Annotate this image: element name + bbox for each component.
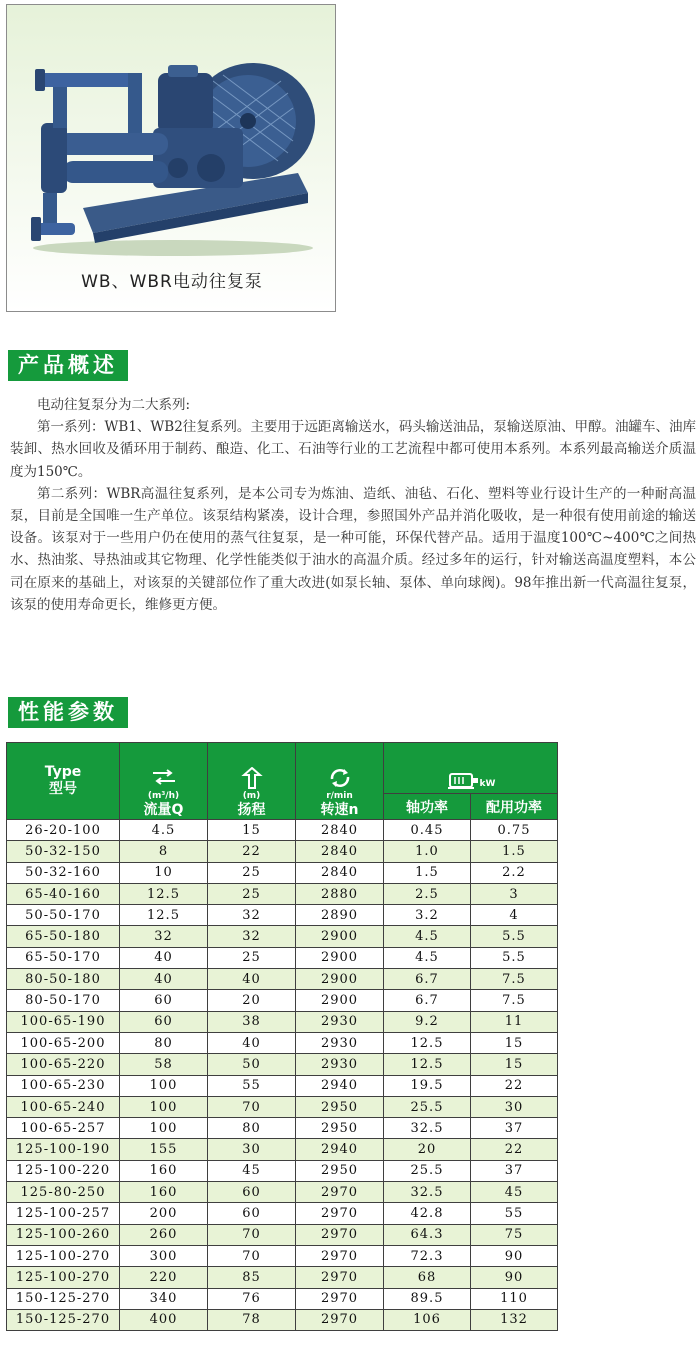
table-row xyxy=(7,1182,558,1203)
cell-head: 76 xyxy=(208,1288,296,1309)
cell-shaft-power: 12.5 xyxy=(384,1032,471,1053)
cell-speed: 2900 xyxy=(296,990,384,1011)
cell-motor-power: 2.2 xyxy=(471,862,558,883)
table-row xyxy=(7,1309,558,1330)
col-shaft-power: 轴功率 xyxy=(384,794,471,820)
cell-shaft-power: 6.7 xyxy=(384,990,471,1011)
cell-type: 125-100-270 xyxy=(7,1267,120,1288)
specs-heading: 性能参数 xyxy=(8,697,128,728)
cell-motor-power: 90 xyxy=(471,1245,558,1266)
motor-icon xyxy=(446,771,480,791)
cell-speed: 2950 xyxy=(296,1160,384,1181)
cell-motor-power: 45 xyxy=(471,1182,558,1203)
table-row xyxy=(7,905,558,926)
flow-unit: (m³/h) xyxy=(147,791,180,801)
cell-shaft-power: 12.5 xyxy=(384,1054,471,1075)
cell-head: 55 xyxy=(208,1075,296,1096)
cell-head: 32 xyxy=(208,905,296,926)
cell-speed: 2970 xyxy=(296,1288,384,1309)
cell-speed: 2940 xyxy=(296,1075,384,1096)
cell-motor-power: 37 xyxy=(471,1118,558,1139)
table-row xyxy=(7,969,558,990)
cell-flow: 155 xyxy=(120,1139,208,1160)
cell-speed: 2950 xyxy=(296,1096,384,1117)
cell-shaft-power: 25.5 xyxy=(384,1160,471,1181)
cell-flow: 32 xyxy=(120,926,208,947)
cell-motor-power: 132 xyxy=(471,1309,558,1330)
cell-speed: 2900 xyxy=(296,947,384,968)
col-flow xyxy=(120,743,208,820)
cell-shaft-power: 3.2 xyxy=(384,905,471,926)
cell-motor-power: 30 xyxy=(471,1096,558,1117)
type-label-en: Type xyxy=(44,764,82,780)
head-up-arrow-icon xyxy=(241,767,263,789)
table-row xyxy=(7,1224,558,1245)
cell-motor-power: 1.5 xyxy=(471,841,558,862)
cell-motor-power: 7.5 xyxy=(471,969,558,990)
cell-type: 100-65-190 xyxy=(7,1011,120,1032)
cell-flow: 300 xyxy=(120,1245,208,1266)
cell-flow: 100 xyxy=(120,1096,208,1117)
overview-paragraph: 电动往复泵分为二大系列: xyxy=(37,397,191,413)
table-row xyxy=(7,1245,558,1266)
cell-motor-power: 3 xyxy=(471,883,558,904)
cell-shaft-power: 4.5 xyxy=(384,947,471,968)
table-row xyxy=(7,1011,558,1032)
cell-shaft-power: 1.0 xyxy=(384,841,471,862)
cell-type: 125-80-250 xyxy=(7,1182,120,1203)
cell-motor-power: 15 xyxy=(471,1054,558,1075)
cell-motor-power: 4 xyxy=(471,905,558,926)
cell-speed: 2970 xyxy=(296,1203,384,1224)
cell-type: 50-50-170 xyxy=(7,905,120,926)
cell-type: 80-50-170 xyxy=(7,990,120,1011)
cell-head: 40 xyxy=(208,969,296,990)
cell-speed: 2890 xyxy=(296,905,384,926)
cell-flow: 58 xyxy=(120,1054,208,1075)
cell-shaft-power: 4.5 xyxy=(384,926,471,947)
speed-label: 转速n xyxy=(320,802,359,818)
col-type xyxy=(7,743,120,820)
table-row xyxy=(7,883,558,904)
cell-shaft-power: 1.5 xyxy=(384,862,471,883)
cell-flow: 260 xyxy=(120,1224,208,1245)
cell-type: 100-65-200 xyxy=(7,1032,120,1053)
cell-shaft-power: 89.5 xyxy=(384,1288,471,1309)
cell-type: 125-100-190 xyxy=(7,1139,120,1160)
pump-illustration xyxy=(23,33,323,258)
cell-speed: 2840 xyxy=(296,820,384,841)
cell-motor-power: 22 xyxy=(471,1139,558,1160)
cell-shaft-power: 106 xyxy=(384,1309,471,1330)
cell-shaft-power: 19.5 xyxy=(384,1075,471,1096)
cell-speed: 2840 xyxy=(296,841,384,862)
cell-flow: 4.5 xyxy=(120,820,208,841)
cell-motor-power: 11 xyxy=(471,1011,558,1032)
cell-flow: 100 xyxy=(120,1118,208,1139)
cell-motor-power: 37 xyxy=(471,1160,558,1181)
cell-flow: 200 xyxy=(120,1203,208,1224)
head-unit: (m) xyxy=(242,791,261,801)
cell-motor-power: 55 xyxy=(471,1203,558,1224)
cell-type: 100-65-240 xyxy=(7,1096,120,1117)
col-power xyxy=(384,743,558,794)
cell-head: 78 xyxy=(208,1309,296,1330)
cell-head: 30 xyxy=(208,1139,296,1160)
rotation-icon xyxy=(328,767,352,789)
cell-type: 125-100-220 xyxy=(7,1160,120,1181)
table-row xyxy=(7,1032,558,1053)
cell-speed: 2930 xyxy=(296,1054,384,1075)
cell-flow: 340 xyxy=(120,1288,208,1309)
cell-head: 32 xyxy=(208,926,296,947)
cell-speed: 2840 xyxy=(296,862,384,883)
overview-paragraph: 第二系列：WBR高温往复系列，是本公司专为炼油、造纸、油毡、石化、塑料等业行设计生产的一种耐高温泵，目前是全国唯一生产单位。该泵结构紧凑，设计合理，参照国外产品并消化吸收，是一种很有使用前途的输送设备。该泵对于一些用户仍在使用的蒸气往复泵，是一种可能，环保代替产品。适用于温度100℃~400℃之间热水、热油浆、导热油或其它物理、化学性能类似于油水的高温介质。经过多年的运行，针对输送高温度塑料，本公司在原来的基础上，对该泵的关键部位作了重大改进(如泵长轴、泵体、单向球阀)。98年推出新一代高温往复泵，该泵的使用寿命更长，维修更方便。 xyxy=(10,485,696,613)
cell-type: 150-125-270 xyxy=(7,1309,120,1330)
cell-speed: 2970 xyxy=(296,1267,384,1288)
cell-head: 60 xyxy=(208,1203,296,1224)
cell-motor-power: 15 xyxy=(471,1032,558,1053)
cell-speed: 2970 xyxy=(296,1224,384,1245)
speed-unit: r/min xyxy=(326,791,353,801)
cell-head: 70 xyxy=(208,1245,296,1266)
cell-type: 125-100-257 xyxy=(7,1203,120,1224)
product-caption: WB、WBR电动往复泵 xyxy=(81,272,263,292)
cell-type: 50-32-160 xyxy=(7,862,120,883)
cell-head: 15 xyxy=(208,820,296,841)
cell-speed: 2950 xyxy=(296,1118,384,1139)
cell-type: 125-100-270 xyxy=(7,1245,120,1266)
table-row xyxy=(7,1267,558,1288)
flow-arrows-icon xyxy=(151,769,177,789)
cell-motor-power: 90 xyxy=(471,1267,558,1288)
spec-table-body xyxy=(7,820,558,1331)
cell-head: 85 xyxy=(208,1267,296,1288)
overview-heading: 产品概述 xyxy=(8,350,128,381)
cell-head: 70 xyxy=(208,1224,296,1245)
cell-type: 65-40-160 xyxy=(7,883,120,904)
cell-motor-power: 22 xyxy=(471,1075,558,1096)
cell-motor-power: 5.5 xyxy=(471,947,558,968)
cell-shaft-power: 2.5 xyxy=(384,883,471,904)
cell-speed: 2970 xyxy=(296,1182,384,1203)
cell-flow: 8 xyxy=(120,841,208,862)
overview-paragraph: 第一系列：WB1、WB2往复系列。主要用于远距离输送水，码头输送油品，泵输送原油、甲醇。油罐车、油库装卸、热水回收及循环用于制药、酿造、化工、石油等行业的工艺流程中都可使用本系列。本系列最高输送介质温度为150℃。 xyxy=(10,419,696,480)
cell-type: 100-65-257 xyxy=(7,1118,120,1139)
power-unit: kW xyxy=(479,779,496,789)
table-row xyxy=(7,1118,558,1139)
cell-flow: 60 xyxy=(120,1011,208,1032)
cell-flow: 220 xyxy=(120,1267,208,1288)
cell-head: 50 xyxy=(208,1054,296,1075)
cell-shaft-power: 72.3 xyxy=(384,1245,471,1266)
product-card xyxy=(6,4,336,312)
cell-head: 80 xyxy=(208,1118,296,1139)
col-head xyxy=(208,743,296,820)
cell-type: 150-125-270 xyxy=(7,1288,120,1309)
cell-head: 25 xyxy=(208,883,296,904)
cell-speed: 2930 xyxy=(296,1032,384,1053)
cell-motor-power: 5.5 xyxy=(471,926,558,947)
table-row xyxy=(7,947,558,968)
cell-head: 22 xyxy=(208,841,296,862)
cell-type: 26-20-100 xyxy=(7,820,120,841)
cell-type: 125-100-260 xyxy=(7,1224,120,1245)
cell-shaft-power: 9.2 xyxy=(384,1011,471,1032)
table-row xyxy=(7,1096,558,1117)
cell-motor-power: 110 xyxy=(471,1288,558,1309)
cell-motor-power: 75 xyxy=(471,1224,558,1245)
cell-speed: 2880 xyxy=(296,883,384,904)
table-row xyxy=(7,990,558,1011)
overview-text xyxy=(10,394,696,616)
col-speed xyxy=(296,743,384,820)
cell-speed: 2970 xyxy=(296,1309,384,1330)
cell-head: 20 xyxy=(208,990,296,1011)
cell-flow: 160 xyxy=(120,1182,208,1203)
cell-flow: 12.5 xyxy=(120,905,208,926)
cell-shaft-power: 42.8 xyxy=(384,1203,471,1224)
cell-flow: 100 xyxy=(120,1075,208,1096)
table-row xyxy=(7,1139,558,1160)
cell-speed: 2900 xyxy=(296,969,384,990)
cell-type: 80-50-180 xyxy=(7,969,120,990)
cell-head: 25 xyxy=(208,862,296,883)
cell-shaft-power: 6.7 xyxy=(384,969,471,990)
cell-flow: 160 xyxy=(120,1160,208,1181)
cell-shaft-power: 32.5 xyxy=(384,1182,471,1203)
cell-speed: 2940 xyxy=(296,1139,384,1160)
table-row xyxy=(7,1288,558,1309)
table-row xyxy=(7,1160,558,1181)
cell-shaft-power: 64.3 xyxy=(384,1224,471,1245)
table-row xyxy=(7,1075,558,1096)
cell-speed: 2900 xyxy=(296,926,384,947)
head-label: 扬程 xyxy=(237,802,266,818)
cell-flow: 80 xyxy=(120,1032,208,1053)
cell-flow: 10 xyxy=(120,862,208,883)
flow-label: 流量Q xyxy=(143,802,184,818)
cell-motor-power: 0.75 xyxy=(471,820,558,841)
cell-head: 38 xyxy=(208,1011,296,1032)
cell-flow: 40 xyxy=(120,947,208,968)
table-row xyxy=(7,862,558,883)
cell-flow: 40 xyxy=(120,969,208,990)
cell-head: 45 xyxy=(208,1160,296,1181)
cell-type: 65-50-170 xyxy=(7,947,120,968)
cell-speed: 2970 xyxy=(296,1245,384,1266)
cell-head: 25 xyxy=(208,947,296,968)
cell-head: 60 xyxy=(208,1182,296,1203)
cell-shaft-power: 25.5 xyxy=(384,1096,471,1117)
table-row xyxy=(7,926,558,947)
type-label-cn: 型号 xyxy=(49,781,77,797)
cell-head: 40 xyxy=(208,1032,296,1053)
cell-shaft-power: 0.45 xyxy=(384,820,471,841)
cell-motor-power: 7.5 xyxy=(471,990,558,1011)
cell-type: 100-65-230 xyxy=(7,1075,120,1096)
cell-type: 65-50-180 xyxy=(7,926,120,947)
cell-shaft-power: 68 xyxy=(384,1267,471,1288)
cell-type: 50-32-150 xyxy=(7,841,120,862)
cell-flow: 400 xyxy=(120,1309,208,1330)
table-row xyxy=(7,1203,558,1224)
cell-flow: 60 xyxy=(120,990,208,1011)
cell-head: 70 xyxy=(208,1096,296,1117)
cell-shaft-power: 20 xyxy=(384,1139,471,1160)
spec-table xyxy=(6,742,558,1331)
table-row xyxy=(7,841,558,862)
cell-shaft-power: 32.5 xyxy=(384,1118,471,1139)
col-motor-power: 配用功率 xyxy=(471,794,558,820)
table-row xyxy=(7,1054,558,1075)
cell-type: 100-65-220 xyxy=(7,1054,120,1075)
cell-flow: 12.5 xyxy=(120,883,208,904)
table-row xyxy=(7,820,558,841)
cell-speed: 2930 xyxy=(296,1011,384,1032)
